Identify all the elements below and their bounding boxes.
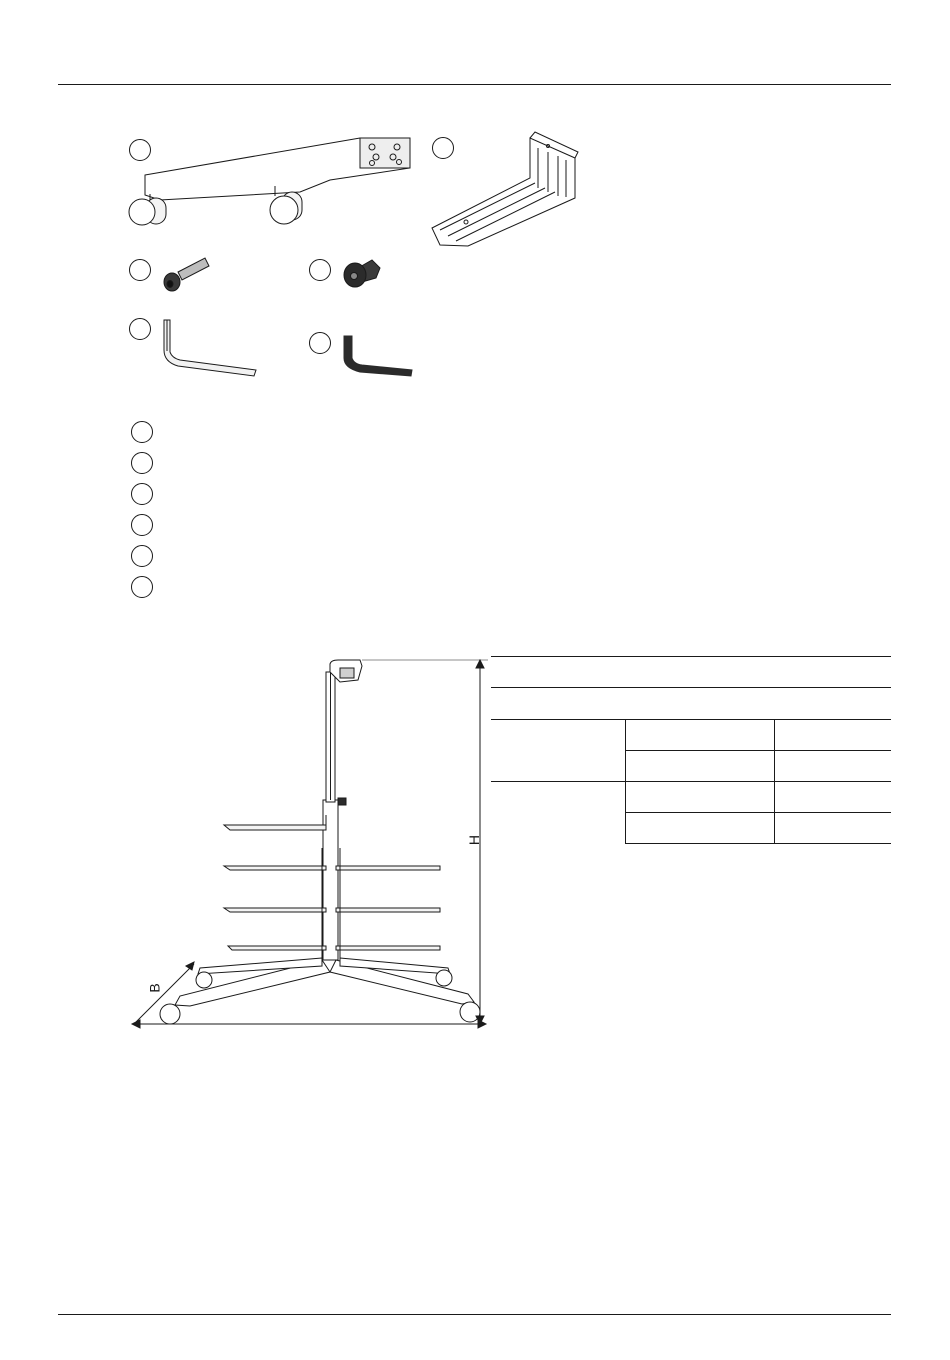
allen-key-icon <box>164 320 256 376</box>
table-title-row <box>491 657 891 688</box>
legend-callout-5 <box>131 545 153 567</box>
legend-callout-4 <box>131 514 153 536</box>
legend-callout-2 <box>131 452 153 474</box>
table-cell <box>626 751 775 782</box>
allen-key-icon <box>344 336 412 376</box>
footer-rule <box>58 1314 891 1315</box>
table-row <box>491 720 891 751</box>
legend-callout-1 <box>131 421 153 443</box>
base-leg-icon <box>129 138 410 225</box>
table-row <box>491 782 891 813</box>
nut-icon <box>344 260 380 287</box>
screw-icon <box>164 258 209 291</box>
table-cell <box>626 813 775 844</box>
callout-part-3 <box>129 259 151 281</box>
legend-callout-3 <box>131 483 153 505</box>
dimension-b-label: B <box>146 983 163 993</box>
table-cell <box>775 813 892 844</box>
table-cell <box>626 782 775 813</box>
spec-table <box>491 656 891 844</box>
dimension-h-label: H <box>466 834 483 846</box>
table-subtitle-row <box>491 688 891 720</box>
callout-part-6 <box>309 332 331 354</box>
assembled-stand-illustration <box>0 640 500 1040</box>
callout-part-5 <box>129 318 151 340</box>
table-cell <box>775 720 892 751</box>
table-group-cell <box>491 782 626 844</box>
table-group-cell <box>491 720 626 782</box>
table-subtitle <box>491 688 891 720</box>
callout-part-1 <box>129 139 151 161</box>
table-cell <box>775 782 892 813</box>
table-cell <box>626 720 775 751</box>
callout-part-4 <box>309 259 331 281</box>
callout-part-2 <box>432 137 454 159</box>
table-cell <box>775 751 892 782</box>
table-title <box>491 657 891 688</box>
legend-callout-6 <box>131 576 153 598</box>
